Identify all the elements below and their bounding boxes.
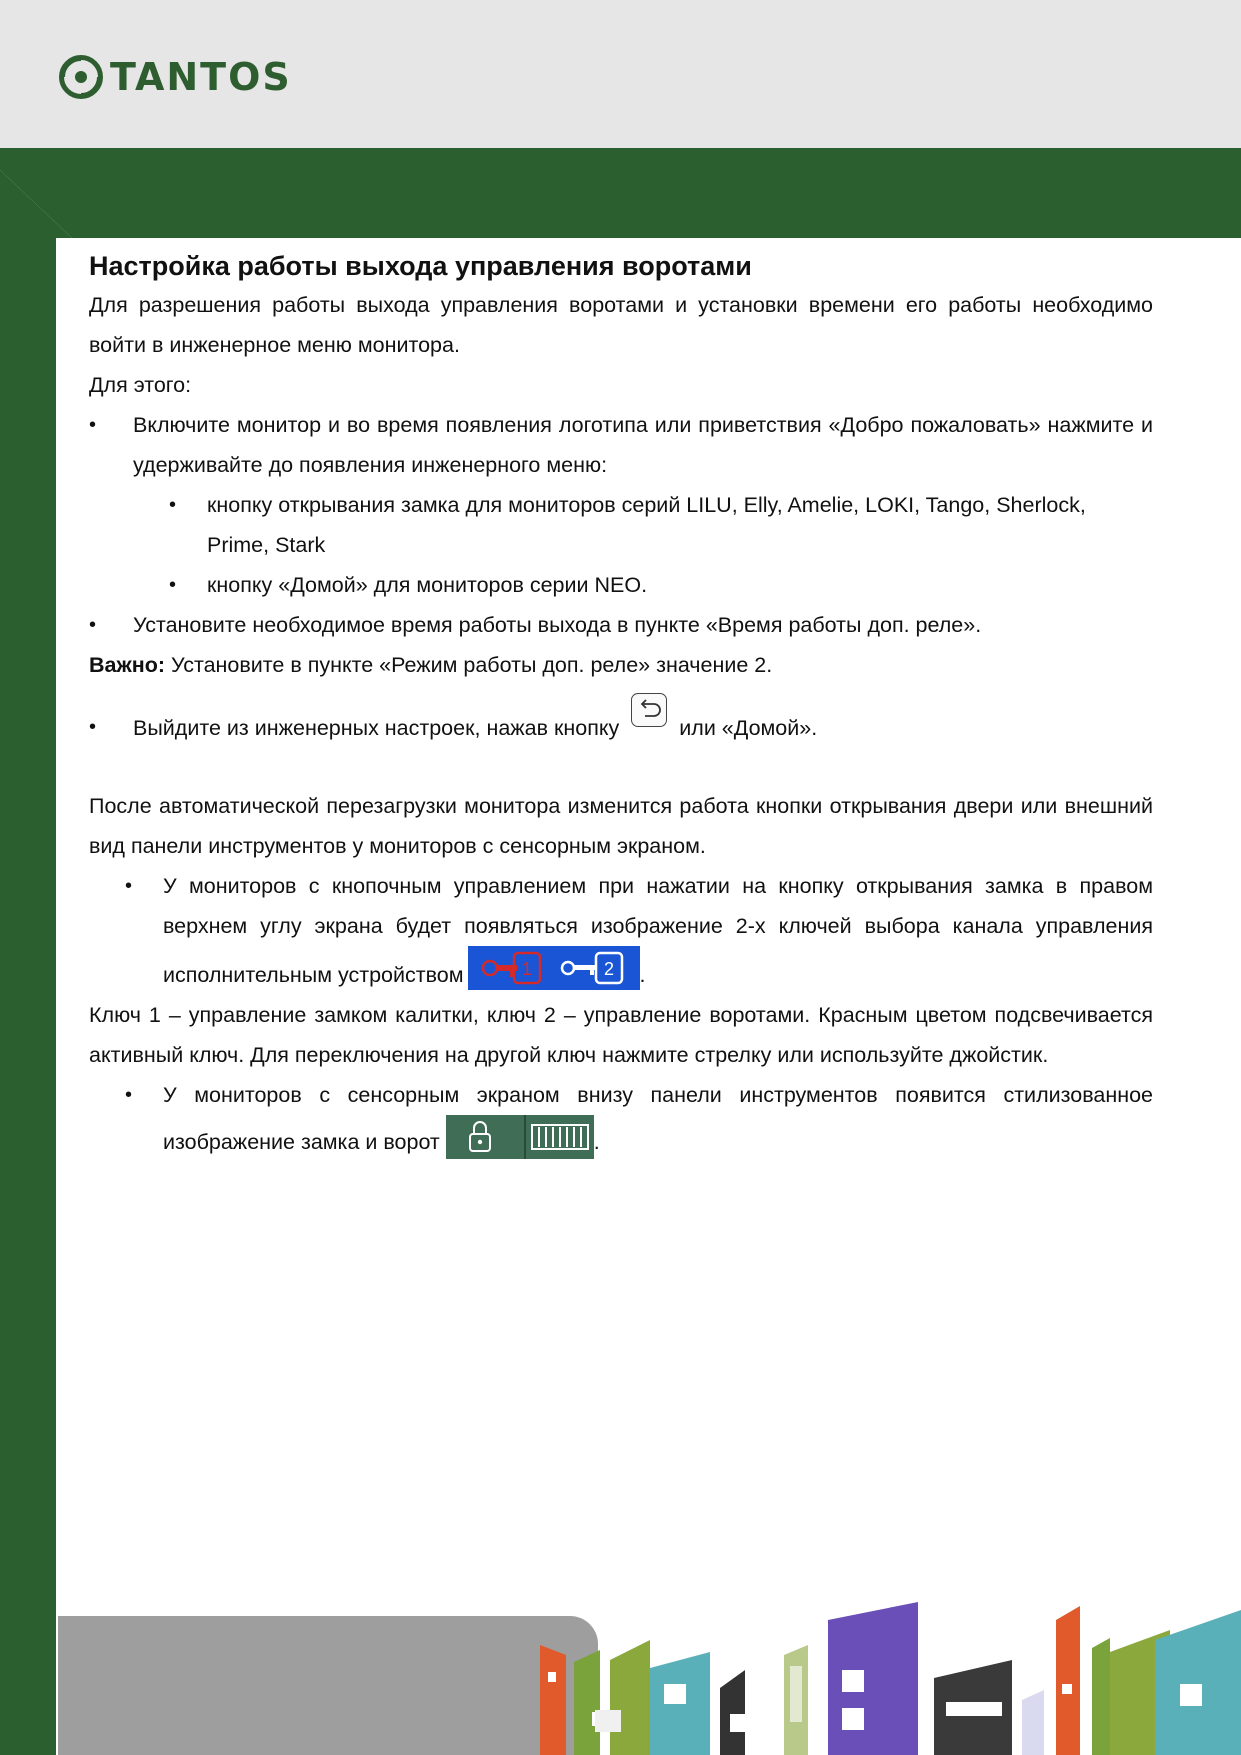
bullet: •: [125, 875, 133, 897]
key1-icon: [483, 953, 540, 983]
gate-icon: [532, 1125, 588, 1149]
key2-icon: [562, 953, 622, 983]
brand-name: TANTOS: [110, 55, 292, 99]
section-title: Настройка работы выхода управления воротами: [89, 251, 752, 281]
list-item-touch-note: [89, 1075, 1153, 1162]
list-item-step1: [89, 405, 1153, 485]
step2-text: Установите необходимое время работы выхода в пункте «Время работы доп. реле».: [133, 613, 982, 637]
key1-number: 1: [521, 959, 532, 979]
keys-explanation: Ключ 1 – управление замком калитки, ключ 2 – управление воротами. Красным цветом подсвечивается активный ключ. Для переключения на другой ключ нажмите стрелку или используйте джойстик.: [89, 1003, 1153, 1067]
step3-text-after: или «Домой».: [679, 716, 818, 740]
touch-note-text: У мониторов с сенсорным экраном внизу панели инструментов появится стилизованное изображение замка и ворот: [163, 1083, 1153, 1154]
buttons-note-text: У мониторов с кнопочным управлением при нажатии на кнопку открывания замка в правом верхнем углу экрана будет появляться изображение 2-х ключей выбора канала управления исполнительным устройством: [163, 874, 1153, 987]
sub2-text: кнопку «Домой» для мониторов серии NEO.: [207, 573, 648, 597]
bullet: •: [125, 1084, 133, 1106]
key2-number: 2: [603, 959, 614, 979]
important-label: Важно:: [89, 653, 166, 677]
bullet: •: [169, 494, 177, 516]
after-reboot-paragraph: После автоматической перезагрузки монитора изменится работа кнопки открывания двери или внешний вид панели инструментов у мониторов с сенсорным экраном.: [89, 794, 1153, 858]
step1-text: Включите монитор и во время появления логотипа или приветствия «Добро пожаловать» нажмите и удерживайте до появления инженерного меню:: [133, 413, 1153, 477]
bullet: •: [89, 614, 97, 636]
important-text: Установите в пункте «Режим работы доп. реле» значение 2.: [165, 653, 773, 677]
intro-paragraph: Для разрешения работы выхода управления воротами и установки времени его работы необходимо войти в инженерное меню монитора.: [89, 293, 1153, 357]
footer-buildings-decoration: [0, 1600, 1241, 1755]
bullet: •: [169, 574, 177, 596]
period: .: [593, 1130, 600, 1154]
step3-text-before: Выйдите из инженерных настроек, нажав кнопку: [133, 716, 620, 740]
key-selector-image: [468, 946, 640, 990]
for-this-label: Для этого:: [89, 373, 192, 397]
list-item-step2: [89, 605, 1153, 645]
bullet: •: [89, 716, 97, 738]
lock-icon: [470, 1122, 490, 1151]
period: .: [639, 963, 646, 987]
list-item-sub2: [89, 565, 1153, 605]
back-button-icon: [631, 693, 667, 727]
sub1-text: кнопку открывания замка для мониторов серий LILU, Elly, Amelie, LOKI, Tango, Sherlock, Prime, Stark: [207, 493, 1086, 557]
important-note: [89, 645, 1153, 685]
document-body: [89, 247, 1153, 1162]
list-item-sub1: [89, 485, 1153, 565]
lock-gate-image: [446, 1115, 594, 1159]
list-item-step3: [89, 707, 1153, 748]
list-item-buttons-note: [89, 866, 1153, 995]
bullet: •: [89, 414, 97, 436]
